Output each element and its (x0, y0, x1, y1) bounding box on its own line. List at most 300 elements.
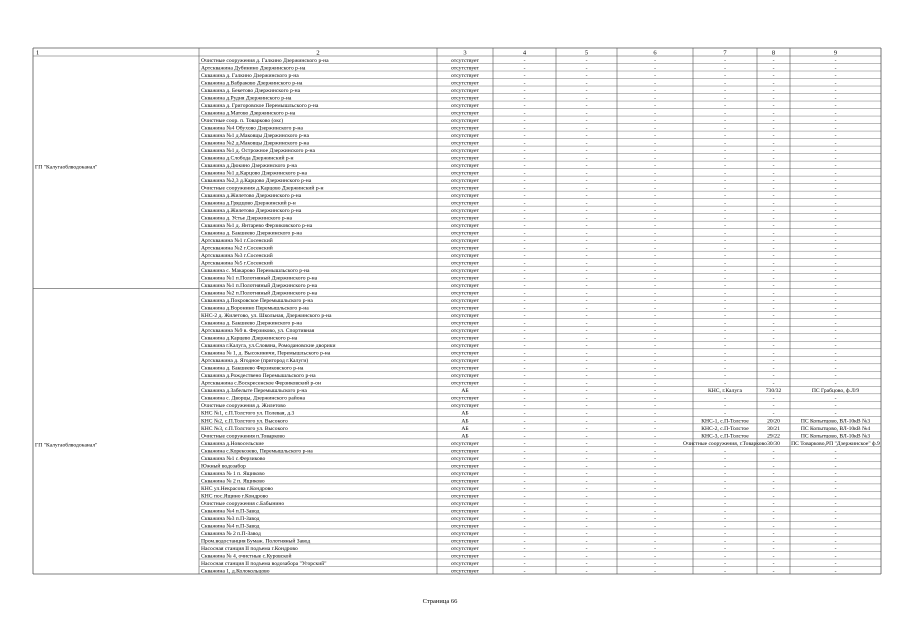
dash-cell: - (834, 125, 837, 132)
row-name: Артскважина №9 в. Ферзиково, ул. Спортивная (201, 328, 315, 335)
dash-cell: - (834, 470, 837, 477)
dash-cell: - (654, 163, 656, 170)
dash-cell: - (654, 433, 656, 440)
row-name: КНС ул.Некрасова г.Кондрово (201, 485, 274, 492)
dash-cell: - (523, 125, 526, 132)
row-status: отсутствует (451, 500, 479, 507)
dash-cell: - (772, 155, 775, 162)
dash-cell: - (834, 178, 837, 185)
dash-cell: - (724, 238, 726, 245)
dash-cell: - (585, 403, 588, 410)
dash-cell: - (772, 208, 775, 215)
row-name: КНС №1, с.П.Толстого ул. Полевая, д.3 (201, 410, 295, 417)
dash-cell: - (585, 102, 588, 109)
dash-cell: - (834, 80, 837, 87)
row-name: Скважина №4 Обухово Дзержинского р-на (201, 125, 303, 132)
row-status: отсутствует (451, 508, 479, 515)
row-status: отсутствует (451, 373, 479, 380)
org-name: ГП "Калугаоблводоканал" (35, 164, 98, 171)
column-number-6: 6 (653, 49, 657, 57)
dash-cell: - (724, 358, 726, 365)
dash-cell: - (654, 313, 656, 320)
row-status: отсутствует (451, 163, 479, 170)
dash-cell: - (654, 538, 656, 545)
dash-cell: - (654, 508, 656, 515)
dash-cell: - (772, 373, 775, 380)
page-footer: Страница 66 (422, 598, 458, 605)
row-status: отсутствует (451, 125, 479, 132)
row-source: КНС-2, с.П-Толстое (701, 425, 749, 432)
dash-cell: - (834, 493, 837, 500)
row-status: отсутствует (451, 365, 479, 372)
dash-cell: - (585, 147, 588, 154)
dash-cell: - (654, 493, 656, 500)
row-distance: 30/21 (767, 425, 780, 432)
dash-cell: - (724, 253, 726, 260)
dash-cell: - (772, 335, 775, 342)
row-name: Скважина д.Рождествено Перемышльского р-на (201, 373, 316, 380)
dash-cell: - (585, 448, 588, 455)
dash-cell: - (834, 57, 837, 64)
row-name: Скважина №1 д. Янтарево Ферзиковского р-на (201, 223, 313, 230)
dash-cell: - (654, 320, 656, 327)
dash-cell: - (585, 388, 588, 395)
dash-cell: - (654, 132, 656, 139)
row-status: отсутствует (451, 170, 479, 177)
dash-cell: - (724, 335, 726, 342)
row-name: Очистные сооружения д. Галкино Дзержинского р-на (201, 57, 329, 64)
row-distance: 29/22 (767, 433, 780, 440)
dash-cell: - (585, 268, 588, 275)
dash-cell: - (523, 493, 526, 500)
dash-cell: - (724, 223, 726, 230)
dash-cell: - (834, 478, 837, 485)
dash-cell: - (585, 335, 588, 342)
dash-cell: - (724, 365, 726, 372)
dash-cell: - (523, 523, 526, 530)
dash-cell: - (654, 365, 656, 372)
dash-cell: - (654, 530, 656, 537)
row-status: отсутствует (451, 313, 479, 320)
dash-cell: - (654, 560, 656, 567)
dash-cell: - (523, 95, 526, 102)
row-status: отсутствует (451, 283, 479, 290)
dash-cell: - (724, 275, 726, 282)
row-status: отсутствует (451, 298, 479, 305)
row-name: Скважина д. Григоровское Перемышльского р-на (201, 102, 319, 109)
dash-cell: - (772, 193, 775, 200)
row-name: Пром.водостанция Бумаж. Полотняный Завод (201, 538, 311, 545)
dash-cell: - (585, 178, 588, 185)
dash-cell: - (834, 343, 837, 350)
dash-cell: - (585, 560, 588, 567)
dash-cell: - (585, 358, 588, 365)
dash-cell: - (523, 223, 526, 230)
row-status: отсутствует (451, 560, 479, 567)
dash-cell: - (654, 305, 656, 312)
dash-cell: - (523, 208, 526, 215)
dash-cell: - (724, 117, 726, 124)
row-name: Очистные сооружения д.Карцово Дзержинский р-н (201, 185, 324, 192)
dash-cell: - (585, 230, 588, 237)
dash-cell: - (523, 72, 526, 79)
dash-cell: - (834, 200, 837, 207)
row-status: отсутствует (451, 485, 479, 492)
row-status: отсутствует (451, 358, 479, 365)
row-status: отсутствует (451, 455, 479, 462)
dash-cell: - (523, 448, 526, 455)
row-name: Скважина № 2 п.П-Завод (201, 530, 261, 537)
dash-cell: - (523, 358, 526, 365)
dash-cell: - (834, 508, 837, 515)
dash-cell: - (585, 470, 588, 477)
dash-cell: - (772, 455, 775, 462)
dash-cell: - (523, 178, 526, 185)
row-status: отсутствует (451, 350, 479, 357)
dash-cell: - (654, 485, 656, 492)
dash-cell: - (654, 200, 656, 207)
dash-cell: - (772, 568, 775, 575)
dash-cell: - (772, 313, 775, 320)
dash-cell: - (772, 298, 775, 305)
row-name: Очистные сооружения д. Жилетово (201, 403, 286, 410)
dash-cell: - (585, 57, 588, 64)
row-name: Артскважина с.Воскресенское Ферзиковский р-он (201, 380, 321, 387)
column-number-2: 2 (316, 49, 320, 57)
dash-cell: - (834, 560, 837, 567)
row-name: Скважина №4 п.П-Завод (201, 523, 260, 530)
dash-cell: - (772, 57, 775, 64)
row-substation: ПС Копытцово, ВЛ-10кВ №4 (800, 425, 871, 432)
dash-cell: - (772, 395, 775, 402)
dash-cell: - (724, 350, 726, 357)
row-status: отсутствует (451, 185, 479, 192)
dash-cell: - (585, 117, 588, 124)
dash-cell: - (724, 568, 726, 575)
dash-cell: - (654, 298, 656, 305)
row-status: отсутствует (451, 493, 479, 500)
row-distance: 30/30 (767, 440, 780, 447)
dash-cell: - (772, 275, 775, 282)
column-number-9: 9 (833, 49, 838, 57)
dash-cell: - (654, 358, 656, 365)
dash-cell: - (834, 253, 837, 260)
dash-cell: - (523, 440, 526, 447)
dash-cell: - (772, 523, 775, 530)
row-status: АБ (461, 433, 469, 440)
dash-cell: - (724, 283, 726, 290)
row-name: Скважина №2 д.Маковцы Дзержинского р-на (201, 140, 309, 147)
dash-cell: - (834, 335, 837, 342)
dash-cell: - (772, 283, 775, 290)
row-name: Скважина д.Дюкино Дзержинского р-на (201, 163, 297, 170)
row-name: Скважина №2,3 д.Карцово Дзержинского р-на (201, 178, 312, 185)
dash-cell: - (724, 215, 726, 222)
dash-cell: - (523, 508, 526, 515)
dash-cell: - (585, 478, 588, 485)
dash-cell: - (834, 238, 837, 245)
dash-cell: - (834, 87, 837, 94)
row-status: отсутствует (451, 260, 479, 267)
row-name: Скважина с. Макарово Перемышльского р-на (201, 268, 310, 275)
dash-cell: - (585, 208, 588, 215)
row-status: отсутствует (451, 245, 479, 252)
dash-cell: - (585, 538, 588, 545)
dash-cell: - (585, 238, 588, 245)
dash-cell: - (654, 350, 656, 357)
dash-cell: - (772, 365, 775, 372)
dash-cell: - (834, 485, 837, 492)
dash-cell: - (724, 95, 726, 102)
row-name: Скважина д.Вабраково Дзержинского р-на (201, 80, 303, 87)
row-name: Скважина д. Бакшеево Дзержинского р-на (201, 230, 302, 237)
dash-cell: - (772, 238, 775, 245)
dash-cell: - (834, 568, 837, 575)
dash-cell: - (834, 538, 837, 545)
dash-cell: - (772, 380, 775, 387)
dash-cell: - (772, 478, 775, 485)
dash-cell: - (585, 215, 588, 222)
dash-cell: - (772, 223, 775, 230)
row-name: Скважина д. Галкино Дзержинского р-на (201, 72, 299, 79)
dash-cell: - (772, 185, 775, 192)
row-substation: ПС Копытцово, ВЛ-10кВ №3 (800, 418, 871, 425)
row-name: Скважина д. Бакшеево Дзержинского р-на (201, 320, 302, 327)
dash-cell: - (834, 102, 837, 109)
dash-cell: - (585, 418, 588, 425)
dash-cell: - (654, 95, 656, 102)
dash-cell: - (772, 230, 775, 237)
dash-cell: - (834, 545, 837, 552)
row-status: отсутствует (451, 478, 479, 485)
dash-cell: - (523, 425, 526, 432)
dash-cell: - (654, 245, 656, 252)
dash-cell: - (585, 170, 588, 177)
dash-cell: - (523, 320, 526, 327)
dash-cell: - (724, 245, 726, 252)
dash-cell: - (523, 463, 526, 470)
dash-cell: - (523, 65, 526, 72)
dash-cell: - (834, 350, 837, 357)
dash-cell: - (724, 57, 726, 64)
dash-cell: - (834, 283, 837, 290)
row-status: отсутствует (451, 87, 479, 94)
dash-cell: - (724, 508, 726, 515)
row-name: Скважина №1 д. Острожное Дзержинского р-на (201, 147, 315, 154)
dash-cell: - (834, 95, 837, 102)
dash-cell: - (724, 373, 726, 380)
row-name: КНС №3, с.П.Толстого ул. Высокого (201, 425, 288, 432)
dash-cell: - (523, 485, 526, 492)
row-distance: 730/32 (765, 388, 782, 395)
dash-cell: - (724, 523, 726, 530)
row-name: Скважина д.Жилетово Дзержинского р-на (201, 193, 302, 200)
dash-cell: - (772, 132, 775, 139)
dash-cell: - (585, 425, 588, 432)
dash-cell: - (585, 140, 588, 147)
dash-cell: - (772, 328, 775, 335)
dash-cell: - (654, 208, 656, 215)
row-status: отсутствует (451, 253, 479, 260)
dash-cell: - (834, 185, 837, 192)
dash-cell: - (834, 523, 837, 530)
dash-cell: - (523, 275, 526, 282)
dash-cell: - (585, 350, 588, 357)
dash-cell: - (834, 298, 837, 305)
dash-cell: - (834, 313, 837, 320)
dash-cell: - (585, 125, 588, 132)
row-name: КНС-2 д. Жилетово, ул. Школьная, Дзержинского р-на (201, 313, 332, 320)
dash-cell: - (654, 215, 656, 222)
row-status: отсутствует (451, 545, 479, 552)
row-status: отсутствует (451, 117, 479, 124)
dash-cell: - (772, 350, 775, 357)
dash-cell: - (772, 305, 775, 312)
row-name: Скважина № 2 п. Ящиково (201, 478, 265, 485)
dash-cell: - (772, 178, 775, 185)
row-status: отсутствует (451, 65, 479, 72)
dash-cell: - (772, 95, 775, 102)
dash-cell: - (834, 328, 837, 335)
dash-cell: - (654, 87, 656, 94)
dash-cell: - (523, 185, 526, 192)
dash-cell: - (654, 373, 656, 380)
dash-cell: - (585, 72, 588, 79)
row-name: Скважина д.Воронино Перемышльского р-на (201, 305, 309, 312)
row-status: отсутствует (451, 448, 479, 455)
row-source: КНС, г.Калуга (708, 388, 742, 395)
row-name: Скважина №1 п.Полотняный Дзержинского р-на (201, 275, 318, 282)
column-number-7: 7 (723, 49, 727, 57)
dash-cell: - (585, 155, 588, 162)
dash-cell: - (523, 140, 526, 147)
dash-cell: - (523, 388, 526, 395)
row-status: отсутствует (451, 57, 479, 64)
dash-cell: - (772, 463, 775, 470)
row-status: отсутствует (451, 208, 479, 215)
dash-cell: - (585, 433, 588, 440)
dash-cell: - (772, 500, 775, 507)
row-status: отсутствует (451, 140, 479, 147)
row-status: отсутствует (451, 268, 479, 275)
dash-cell: - (724, 515, 726, 522)
row-name: Скважина №1 д.Маковцы Дзержинского р-на (201, 132, 309, 139)
row-name: Скважина №4 п.П-Завод (201, 508, 260, 515)
row-status: отсутствует (451, 230, 479, 237)
dash-cell: - (585, 463, 588, 470)
dash-cell: - (772, 485, 775, 492)
dash-cell: - (834, 380, 837, 387)
dash-cell: - (772, 343, 775, 350)
row-status: отсутствует (451, 178, 479, 185)
row-status: отсутствует (451, 470, 479, 477)
dash-cell: - (724, 493, 726, 500)
dash-cell: - (654, 388, 656, 395)
row-status: отсутствует (451, 132, 479, 139)
row-status: отсутствует (451, 102, 479, 109)
dash-cell: - (523, 500, 526, 507)
row-status: отсутствует (451, 110, 479, 117)
dash-cell: - (834, 72, 837, 79)
dash-cell: - (724, 343, 726, 350)
dash-cell: - (724, 500, 726, 507)
dash-cell: - (523, 380, 526, 387)
row-status: отсутствует (451, 80, 479, 87)
dash-cell: - (523, 238, 526, 245)
dash-cell: - (523, 373, 526, 380)
dash-cell: - (585, 440, 588, 447)
dash-cell: - (834, 215, 837, 222)
dash-cell: - (654, 185, 656, 192)
row-substation: ПС Грабцово, ф.Л/9 (811, 388, 860, 395)
row-name: Скважина д.Карцево Дзержинского р-на (201, 335, 298, 342)
dash-cell: - (523, 530, 526, 537)
dash-cell: - (654, 125, 656, 132)
row-name: Скважина д.Рудня Дзержинского р-на (201, 95, 292, 102)
dash-cell: - (772, 538, 775, 545)
dash-cell: - (523, 433, 526, 440)
dash-cell: - (585, 410, 588, 417)
dash-cell: - (523, 147, 526, 154)
dash-cell: - (585, 553, 588, 560)
dash-cell: - (772, 117, 775, 124)
dash-cell: - (523, 132, 526, 139)
dash-cell: - (585, 313, 588, 320)
dash-cell: - (523, 560, 526, 567)
dash-cell: - (772, 253, 775, 260)
dash-cell: - (772, 170, 775, 177)
dash-cell: - (585, 200, 588, 207)
dash-cell: - (724, 320, 726, 327)
dash-cell: - (585, 87, 588, 94)
row-status: отсутствует (451, 463, 479, 470)
dash-cell: - (654, 275, 656, 282)
dash-cell: - (772, 515, 775, 522)
dash-cell: - (654, 523, 656, 530)
row-status: отсутствует (451, 320, 479, 327)
dash-cell: - (724, 553, 726, 560)
dash-cell: - (523, 350, 526, 357)
dash-cell: - (585, 260, 588, 267)
dash-cell: - (523, 260, 526, 267)
dash-cell: - (523, 403, 526, 410)
dash-cell: - (724, 530, 726, 537)
dash-cell: - (523, 117, 526, 124)
dash-cell: - (772, 530, 775, 537)
dash-cell: - (724, 102, 726, 109)
row-name: Скважина д. Бакшеево Ферзиковского р-на (201, 365, 304, 372)
column-number-4: 4 (522, 49, 527, 57)
dash-cell: - (523, 253, 526, 260)
dash-cell: - (654, 568, 656, 575)
dash-cell: - (654, 72, 656, 79)
dash-cell: - (834, 373, 837, 380)
row-name: Очистные соор. п. Товарково (окс) (201, 117, 284, 124)
dash-cell: - (772, 410, 775, 417)
row-status: отсутствует (451, 328, 479, 335)
row-name: Артскважина №3 г.Сосенский (201, 253, 273, 260)
row-status: отсутствует (451, 238, 479, 245)
dash-cell: - (834, 365, 837, 372)
dash-cell: - (724, 125, 726, 132)
row-status: отсутствует (451, 275, 479, 282)
dash-cell: - (654, 283, 656, 290)
dash-cell: - (585, 545, 588, 552)
row-name: Южный водозабор (201, 463, 246, 470)
dash-cell: - (724, 485, 726, 492)
dash-cell: - (523, 87, 526, 94)
row-status: отсутствует (451, 95, 479, 102)
